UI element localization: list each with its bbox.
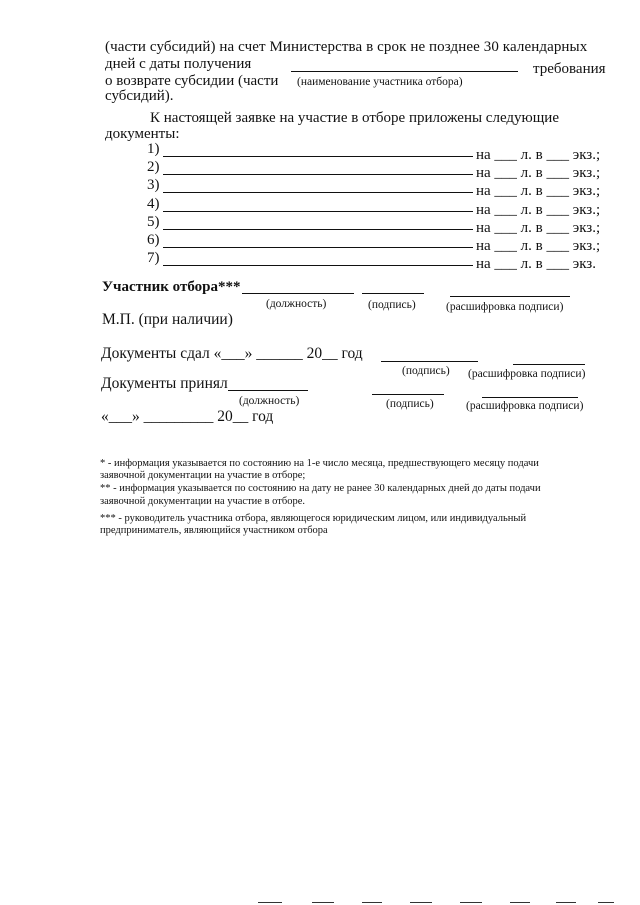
footnote-1-line1: * - информация указывается по состоянию на 1-е число месяца, предшествующего месяцу подачи bbox=[100, 458, 539, 469]
submitted-signature-caption: (подпись) bbox=[402, 365, 450, 377]
document-name-line bbox=[163, 192, 473, 193]
accepted-date: «___» _________ 20__ год bbox=[101, 408, 274, 425]
participant-position-caption: (должность) bbox=[266, 298, 327, 310]
accepted-signature-caption: (подпись) bbox=[386, 398, 434, 410]
document-number: 2) bbox=[147, 159, 160, 175]
para1-line2-right: требования bbox=[533, 61, 606, 77]
document-name-line bbox=[163, 229, 473, 230]
document-number: 6) bbox=[147, 232, 160, 248]
scan-artifact bbox=[362, 902, 382, 903]
document-number: 1) bbox=[147, 141, 160, 157]
accepted-position-caption: (должность) bbox=[239, 395, 300, 407]
footnote-2-line2: заявочной документации на участие в отборе. bbox=[100, 496, 305, 507]
submitted-decode-caption: (расшифровка подписи) bbox=[468, 368, 586, 380]
accepted-position-line bbox=[228, 390, 308, 391]
document-pages-copies: на ___ л. в ___ экз. bbox=[476, 256, 596, 272]
document-name-line bbox=[163, 265, 473, 266]
scan-artifact bbox=[598, 902, 614, 903]
submitted-signature-line bbox=[381, 361, 478, 362]
footnote-3-line1: *** - руководитель участника отбора, являющегося юридическим лицом, или индивидуальный bbox=[100, 513, 527, 524]
scan-artifact bbox=[312, 902, 334, 903]
participant-decode-caption: (расшифровка подписи) bbox=[446, 301, 564, 313]
submitted-text: Документы сдал «___» ______ 20__ год bbox=[101, 345, 363, 362]
document-pages-copies: на ___ л. в ___ экз.; bbox=[476, 202, 601, 218]
document-name-line bbox=[163, 156, 473, 157]
seal-note: М.П. (при наличии) bbox=[102, 311, 233, 328]
participant-signature-caption: (подпись) bbox=[368, 299, 416, 311]
accepted-decode-line bbox=[482, 397, 578, 398]
participant-position-line bbox=[242, 293, 354, 294]
participant-name-line bbox=[291, 71, 518, 72]
document-pages-copies: на ___ л. в ___ экз.; bbox=[476, 183, 601, 199]
para1-line1: (части субсидий) на счет Министерства в срок не позднее 30 календарных bbox=[105, 39, 588, 55]
document-name-line bbox=[163, 247, 473, 248]
document-number: 5) bbox=[147, 214, 160, 230]
document-number: 4) bbox=[147, 196, 160, 212]
document-name-line bbox=[163, 211, 473, 212]
document-name-line bbox=[163, 174, 473, 175]
accepted-signature-line bbox=[372, 394, 444, 395]
accepted-text: Документы принял bbox=[101, 375, 228, 392]
footnote-1-line2: заявочной документации на участие в отборе; bbox=[100, 470, 306, 481]
para2-line1: К настоящей заявке на участие в отборе приложены следующие bbox=[150, 110, 559, 126]
submitted-decode-line bbox=[513, 364, 585, 365]
footnote-3-line2: предприниматель, являющийся участником отбора bbox=[100, 525, 328, 536]
para2-line2: документы: bbox=[105, 126, 180, 142]
document-number: 7) bbox=[147, 250, 160, 266]
scan-artifact bbox=[556, 902, 576, 903]
para1-line3: о возврате субсидии (части bbox=[105, 73, 279, 89]
participant-name-caption: (наименование участника отбора) bbox=[297, 76, 463, 88]
participant-label: Участник отбора*** bbox=[102, 279, 241, 295]
participant-decode-line bbox=[450, 296, 570, 297]
participant-signature-line bbox=[362, 293, 424, 294]
scan-artifact bbox=[510, 902, 530, 903]
para1-line2-left: дней с даты получения bbox=[105, 56, 252, 72]
document-number: 3) bbox=[147, 177, 160, 193]
document-pages-copies: на ___ л. в ___ экз.; bbox=[476, 165, 601, 181]
para1-line4: субсидий). bbox=[105, 88, 174, 104]
document-pages-copies: на ___ л. в ___ экз.; bbox=[476, 147, 601, 163]
scan-artifact bbox=[460, 902, 482, 903]
scan-artifact bbox=[258, 902, 282, 903]
footnote-2-line1: ** - информация указывается по состоянию на дату не ранее 30 календарных дней до даты подачи bbox=[100, 483, 541, 494]
document-pages-copies: на ___ л. в ___ экз.; bbox=[476, 220, 601, 236]
accepted-decode-caption: (расшифровка подписи) bbox=[466, 400, 584, 412]
scan-artifact bbox=[410, 902, 432, 903]
document-pages-copies: на ___ л. в ___ экз.; bbox=[476, 238, 601, 254]
